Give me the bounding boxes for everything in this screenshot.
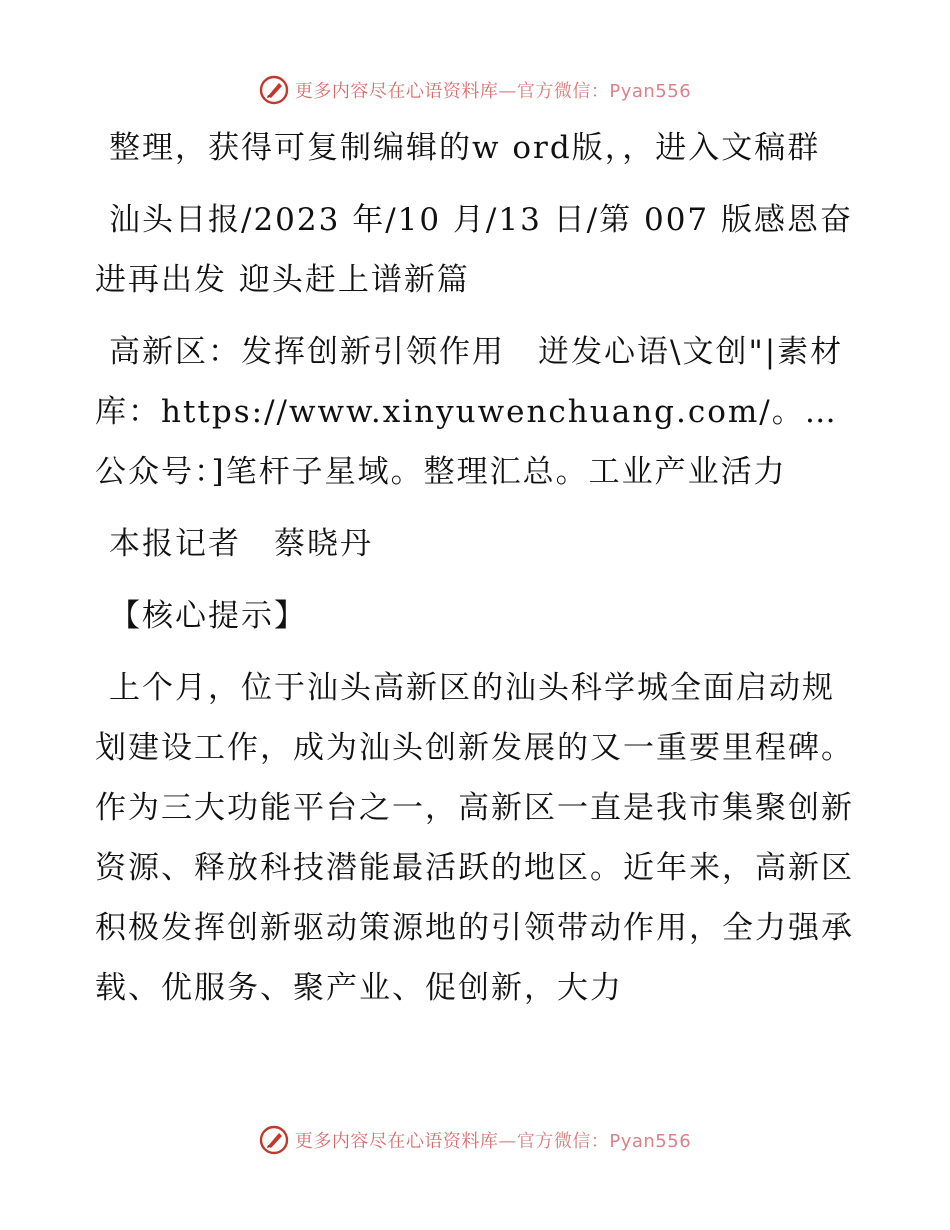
quill-pen-logo-icon xyxy=(259,1125,289,1155)
watermark-wechat-id: Pyan556 xyxy=(609,1131,692,1152)
watermark-dash: — xyxy=(498,1131,517,1152)
watermark-dash: — xyxy=(498,81,517,102)
paragraph-core-tip-heading: 【核心提示】 xyxy=(109,598,307,634)
paragraph-body-text: 上个月，位于汕头高新区的汕头科学城全面启动规划建设工作，成为汕头创新发展的又一重要里程碑。作为三大功能平台之一，高新区一直是我市集聚创新资源、释放科技潜能最活跃的地区。近年来，高新区积极发挥创新驱动策源地的引领带动作用，全力强承载、优服务、聚产业、促创新，大力 xyxy=(95,670,854,1006)
footer-watermark-banner xyxy=(0,1122,950,1158)
watermark-text xyxy=(295,1127,691,1153)
paragraph-source-headline: 汕头日报/2023 年/10 月/13 日/第 007 版感恩奋进再出发 迎头赶上谱新篇 xyxy=(95,202,854,298)
watermark-lead-text: 更多内容尽在心语资料库 xyxy=(294,1131,499,1152)
document-body xyxy=(95,118,855,1030)
paragraph-intro-note: 整理，获得可复制编辑的w ord版，，进入文稿群 xyxy=(109,130,821,166)
watermark-wechat-label: 官方微信： xyxy=(516,81,610,102)
watermark-wechat-label: 官方微信： xyxy=(516,1131,610,1152)
watermark-lead-text: 更多内容尽在心语资料库 xyxy=(294,81,499,102)
watermark-wechat-id: Pyan556 xyxy=(609,81,692,102)
paragraph-byline: 本报记者 蔡晓丹 xyxy=(109,526,373,562)
quill-pen-logo-icon xyxy=(259,75,289,105)
header-watermark-banner xyxy=(0,72,950,108)
watermark-text xyxy=(295,77,691,103)
paragraph-subheadline: 高新区：发挥创新引领作用 迸发心语\文创"|素材库：https://www.xinyuwenchuang.com/。…公众号：]笔杆子星域。整理汇总。工业产业活力 xyxy=(95,334,844,490)
